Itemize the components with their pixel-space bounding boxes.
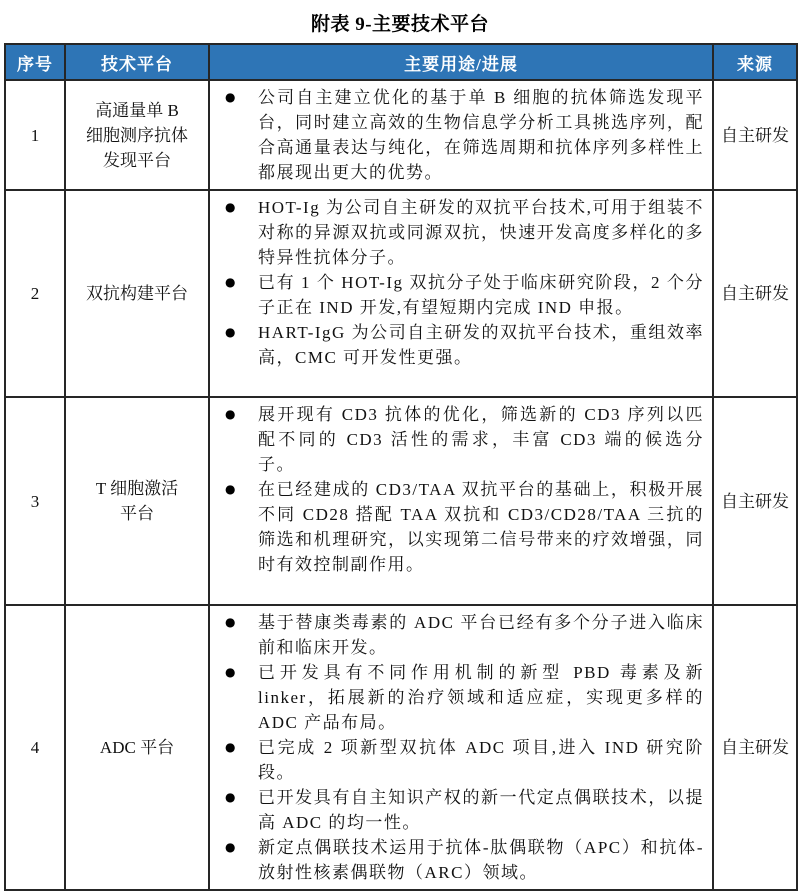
bullet-icon: ●: [225, 790, 236, 804]
header-cell-source: 来源: [713, 44, 797, 80]
platform-line: T 细胞激活: [95, 479, 179, 498]
table-row: [5, 190, 797, 397]
usage-text: HOT-Ig 为公司自主研发的双抗平台技术,可用于组装不对称的异源双抗或同源双抗，快速开发高度多样化的多特异性抗体分子。: [258, 198, 704, 267]
table-header: [5, 44, 797, 80]
row-number-cell: 2: [5, 190, 65, 397]
header-row: [5, 44, 797, 80]
header-cell-num: 序号: [5, 44, 65, 80]
usage-text: 在已经建成的 CD3/TAA 双抗平台的基础上，积极开展不同 CD28 搭配 TAA 双抗和 CD3/CD28/TAA 三抗的筛选和机理研究，以实现第二信号带来的疗效增强，同时有效控制副作用。: [258, 480, 704, 574]
usage-text: 新定点偶联技术运用于抗体-肽偶联物（APC）和抗体-放射性核素偶联物（ARC）领域。: [258, 838, 704, 882]
usage-cell: [209, 605, 713, 890]
usage-text: 已有 1 个 HOT-Ig 双抗分子处于临床研究阶段，2 个分子正在 IND 开发,有望短期内完成 IND 申报。: [258, 273, 704, 317]
tech-platform-table: [4, 43, 798, 891]
platform-line: 高通量单 B: [95, 100, 179, 120]
usage-text: 已完成 2 项新型双抗体 ADC 项目,进入 IND 研究阶段。: [258, 738, 704, 782]
row-number-cell: 1: [5, 80, 65, 190]
platform-cell: [65, 80, 209, 190]
bullet-icon: ●: [225, 665, 236, 679]
usage-text: HART-IgG 为公司自主研发的双抗平台技术，重组效率高，CMC 可开发性更强。: [258, 323, 704, 367]
platform-line: 平台: [120, 504, 154, 523]
bullet-icon: ●: [225, 482, 236, 496]
usage-text: 已开发具有自主知识产权的新一代定点偶联技术，以提高 ADC 的均一性。: [258, 788, 704, 832]
table-row: [5, 605, 797, 890]
usage-bullet-item: [210, 610, 704, 660]
usage-bullet-item: [210, 402, 704, 477]
bullet-icon: ●: [225, 615, 236, 629]
bullet-icon: ●: [225, 407, 236, 421]
usage-cell: [209, 80, 713, 190]
usage-text: 公司自主建立优化的基于单 B 细胞的抗体筛选发现平台，同时建立高效的生物信息学分析工具挑选序列，配合高通量表达与纯化，在筛选周期和抗体序列多样性上都展现出更大的优势。: [258, 88, 704, 182]
table-title: 附表 9-主要技术平台: [310, 14, 490, 35]
usage-bullet-item: [210, 270, 704, 320]
usage-cell: [209, 397, 713, 605]
bullet-icon: ●: [225, 740, 236, 754]
usage-bullet-item: [210, 85, 704, 185]
source-cell: 自主研发: [713, 397, 797, 605]
table-row: [5, 397, 797, 605]
usage-text: 已开发具有不同作用机制的新型 PBD 毒素及新 linker，拓展新的治疗领域和适应症，实现更多样的 ADC 产品布局。: [258, 663, 704, 732]
row-number-cell: 3: [5, 397, 65, 605]
platform-cell: [65, 605, 209, 890]
usage-text: 展开现有 CD3 抗体的优化，筛选新的 CD3 序列以匹配不同的 CD3 活性的需求，丰富 CD3 端的候选分子。: [258, 405, 704, 474]
bullet-icon: ●: [225, 275, 236, 289]
row-number-cell: 4: [5, 605, 65, 890]
bullet-icon: ●: [225, 840, 236, 854]
source-cell: 自主研发: [713, 190, 797, 397]
usage-bullet-item: [210, 735, 704, 785]
usage-bullet-item: [210, 195, 704, 270]
usage-bullet-item: [210, 785, 704, 835]
header-cell-usage: 主要用途/进展: [209, 44, 713, 80]
usage-bullet-item: [210, 477, 704, 577]
usage-bullet-item: [210, 835, 704, 885]
platform-line: 发现平台: [103, 150, 171, 170]
table-row: [5, 80, 797, 190]
bullet-icon: ●: [225, 325, 236, 339]
platform-line: ADC 平台: [99, 738, 175, 757]
platform-cell: [65, 397, 209, 605]
source-cell: 自主研发: [713, 80, 797, 190]
usage-text: 基于替康类毒素的 ADC 平台已经有多个分子进入临床前和临床开发。: [258, 613, 704, 657]
table-body: [5, 80, 797, 890]
platform-cell: [65, 190, 209, 397]
bullet-icon: ●: [225, 90, 236, 104]
bullet-icon: ●: [225, 200, 236, 214]
platform-line: 细胞测序抗体: [86, 125, 188, 145]
usage-cell: [209, 190, 713, 397]
usage-bullet-item: [210, 320, 704, 370]
header-cell-platform: 技术平台: [65, 44, 209, 80]
usage-bullet-item: [210, 660, 704, 735]
platform-line: 双抗构建平台: [86, 284, 188, 303]
source-cell: 自主研发: [713, 605, 797, 890]
